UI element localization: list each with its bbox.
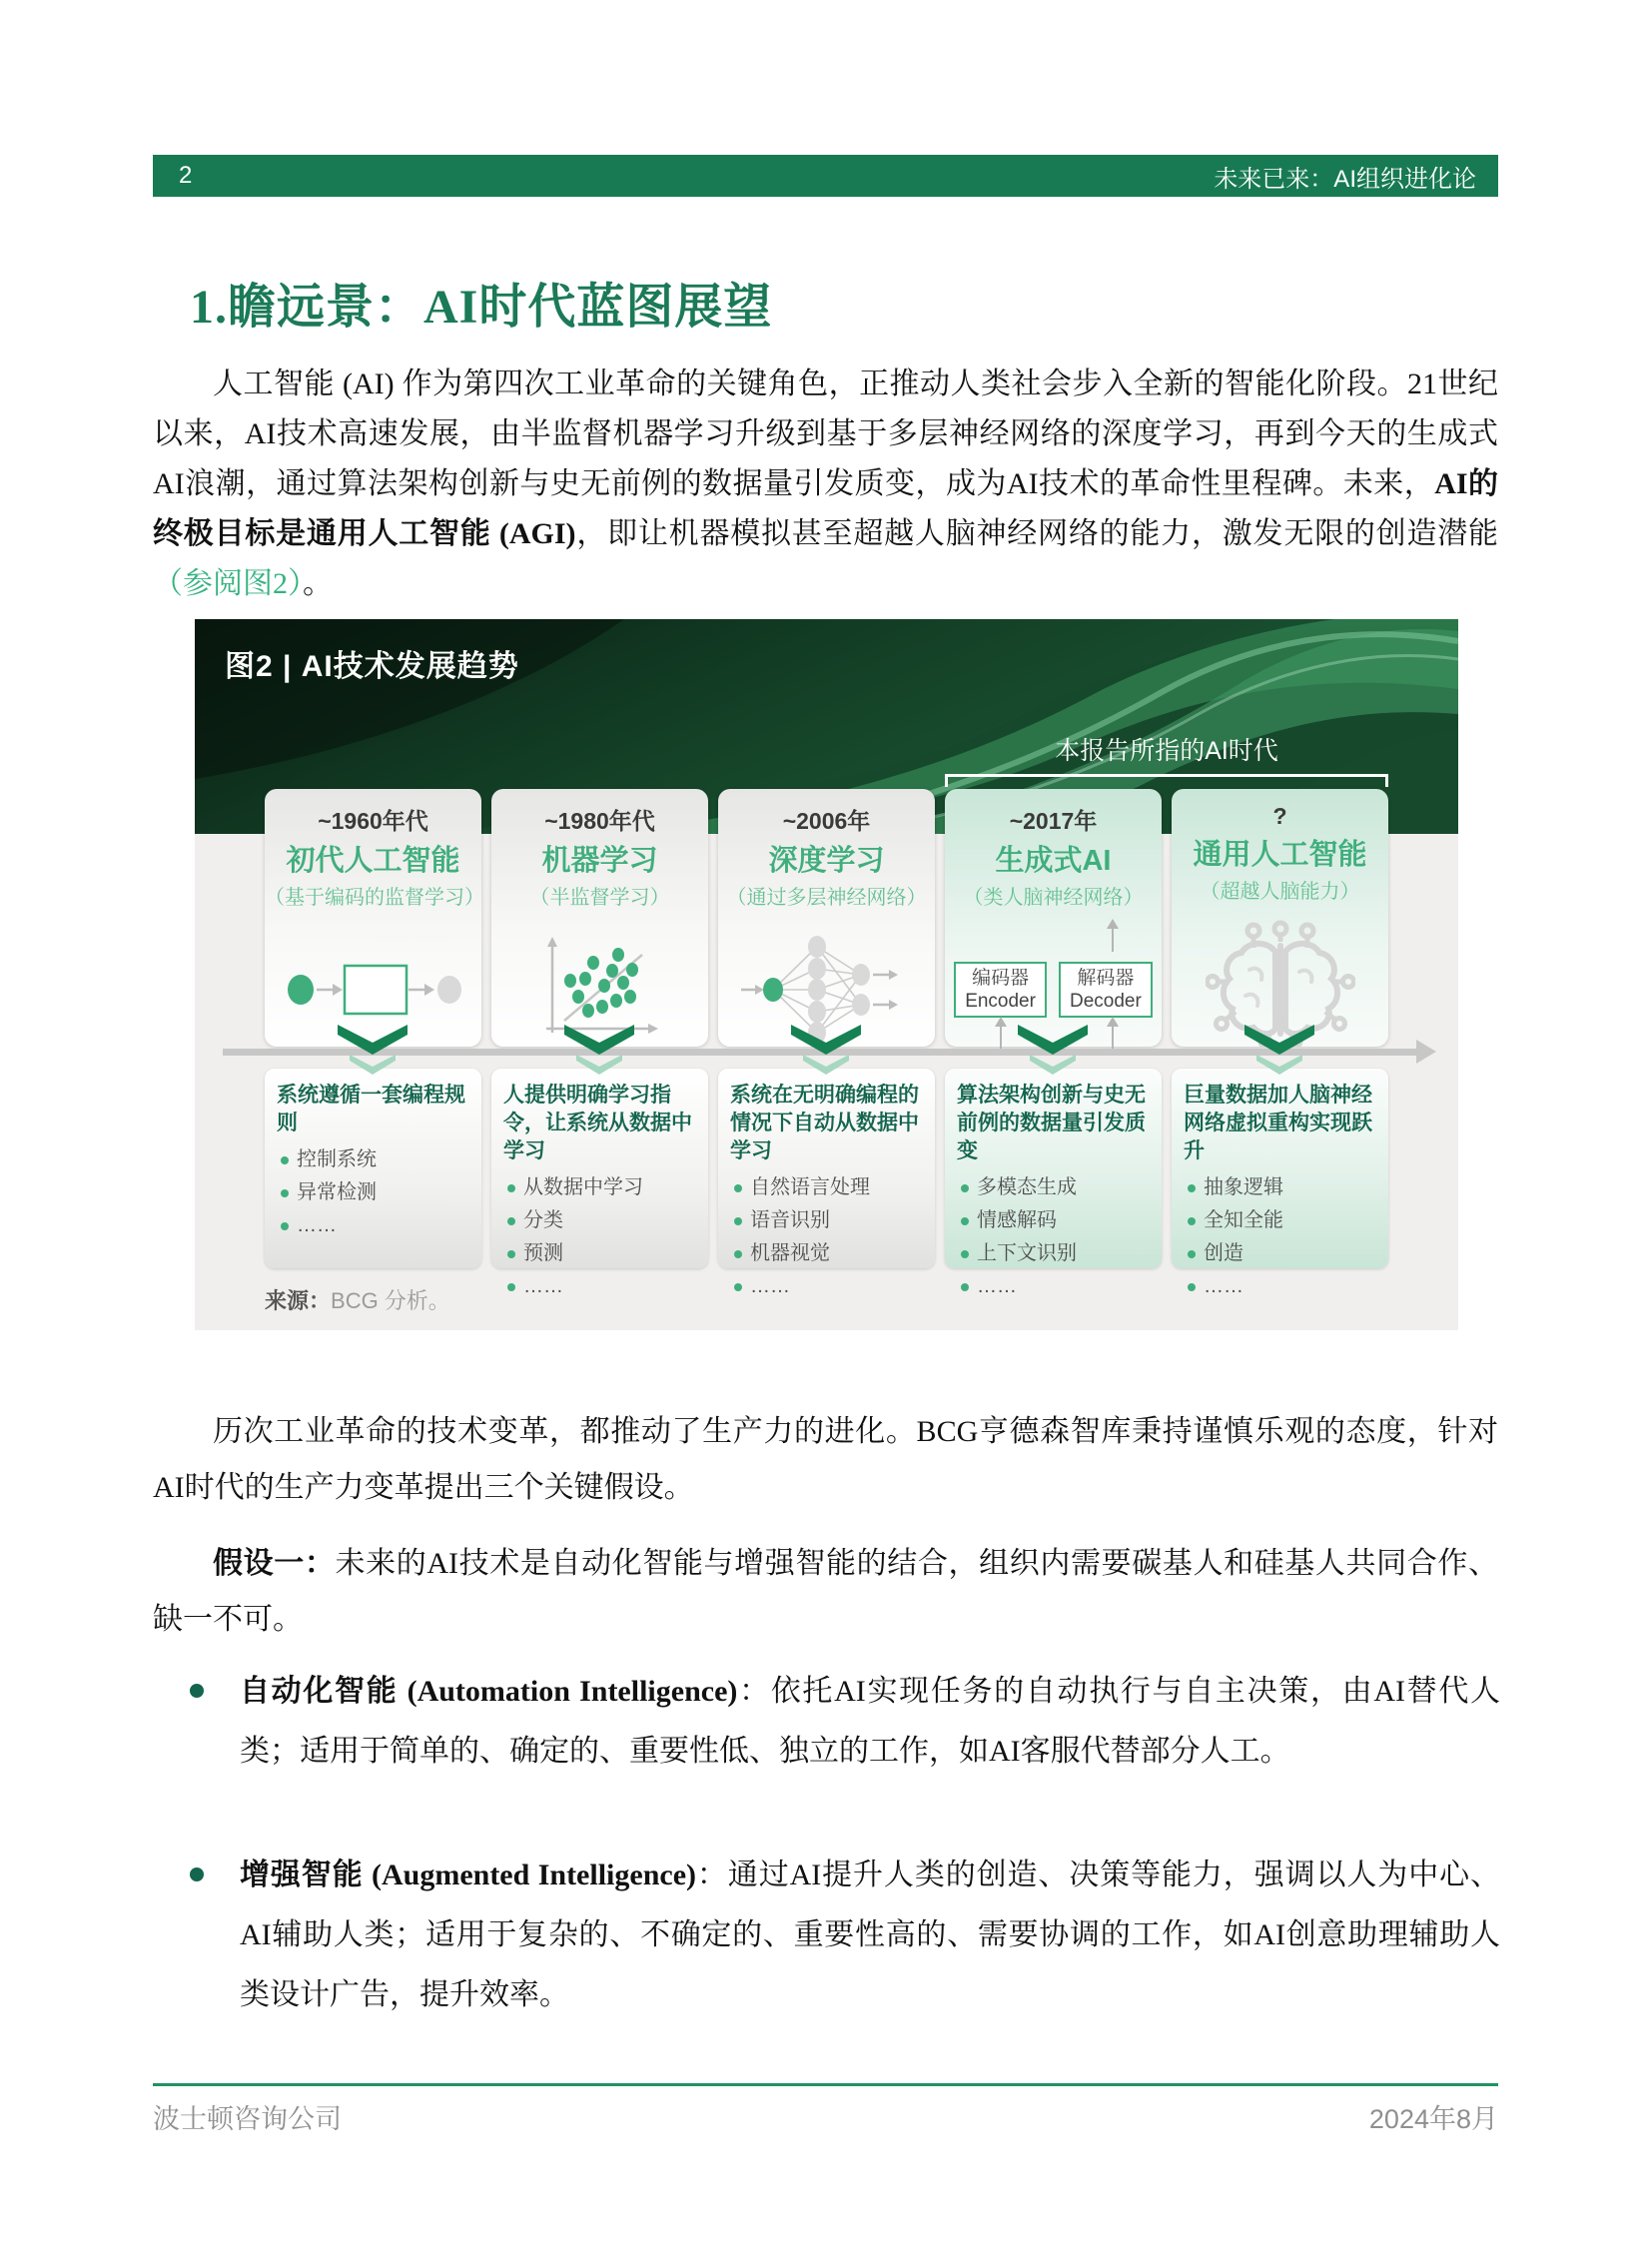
footer-company: 波士顿咨询公司 (153, 2104, 342, 2134)
header-title: 未来已来：AI组织进化论 (1214, 165, 1476, 193)
desc-list (730, 1171, 923, 1303)
augmented-intelligence-text: ：通过AI提升人类的创造、决策等能力，强调以人为中心、AI辅助人类；适用于复杂的、不确定的、重要性高的、需要协调的工作，如AI创意助理辅助人类设计广告，提升效率。 (240, 1859, 1500, 2011)
figure-title: 图2 | AI技术发展趋势 (225, 650, 519, 683)
year-label: ~1980年代 (544, 808, 655, 834)
desc-card-generative-ai (945, 1069, 1162, 1297)
desc-bullet: 抽象逻辑 (1184, 1171, 1376, 1204)
desc-card-machine-learning (491, 1069, 708, 1297)
desc-bullet: 全知全能 (1184, 1204, 1376, 1237)
description-cards-row (265, 1069, 1388, 1297)
tech-name: 通用人工智能 (1193, 839, 1367, 871)
intro-bold-text: AI的终极目标是通用人工智能 (AGI) (153, 467, 1499, 550)
desc-title: 算法架构创新与史无前例的数据量引发质变 (957, 1084, 1146, 1162)
footer-date: 2024年8月 (1368, 2104, 1498, 2134)
desc-bullet: 机器视觉 (730, 1237, 923, 1270)
desc-bullet: 多模态生成 (957, 1171, 1150, 1204)
desc-card-agi (1172, 1069, 1388, 1297)
tech-name: 深度学习 (768, 845, 885, 877)
list-item-augmented-intelligence (240, 1846, 1500, 2025)
desc-bullet: 创造 (1184, 1237, 1376, 1270)
desc-bullet: 控制系统 (277, 1143, 469, 1176)
figure-source (265, 1284, 450, 1315)
desc-bullet: 情感解码 (957, 1204, 1150, 1237)
desc-bullet: …… (1184, 1270, 1376, 1303)
source-text: BCG 分析。 (331, 1288, 450, 1313)
section-title: 1.瞻远景：AI时代蓝图展望 (190, 281, 773, 334)
bullet-dot-icon (190, 1868, 204, 1881)
desc-bullet: 从数据中学习 (503, 1171, 696, 1204)
tech-name: 初代人工智能 (286, 845, 460, 877)
desc-title: 系统在无明确编程的情况下自动从数据中学习 (730, 1084, 919, 1162)
desc-bullet: …… (503, 1270, 696, 1303)
desc-bullet: …… (277, 1209, 469, 1242)
tech-name: 生成式AI (995, 845, 1112, 877)
desc-bullet: 分类 (503, 1204, 696, 1237)
desc-card-deep-learning (718, 1069, 935, 1297)
desc-bullet: …… (730, 1270, 923, 1303)
desc-bullet: 预测 (503, 1237, 696, 1270)
column-card-machine-learning (491, 789, 708, 1047)
up-arrow-icon (1000, 1026, 1002, 1050)
year-label: ~2017年 (1009, 808, 1098, 834)
tech-name: 机器学习 (541, 845, 658, 877)
chevron-down-icon (338, 1023, 408, 1075)
hypothesis-one-text: 未来的AI技术是自动化智能与增强智能的结合，组织内需要碳基人和硅基人共同合作、缺一不可。 (153, 1547, 1499, 1636)
intro-period: 。 (303, 567, 333, 600)
bullet-dot-icon (190, 1684, 204, 1698)
column-card-early-ai (265, 789, 484, 1047)
tech-subtitle: （类人脑神经网络） (963, 887, 1144, 909)
automation-intelligence-term: 自动化智能 (Automation Intelligence) (240, 1675, 738, 1708)
augmented-intelligence-term: 增强智能 (Augmented Intelligence) (240, 1859, 696, 1891)
desc-bullet: 异常检测 (277, 1176, 469, 1209)
desc-card-early-ai (265, 1069, 481, 1268)
column-card-deep-learning (718, 789, 935, 1047)
desc-list (503, 1171, 696, 1303)
page-footer (153, 2097, 1498, 2136)
desc-title: 系统遵循一套编程规则 (277, 1084, 465, 1134)
hypothesis-one-label: 假设一： (213, 1547, 336, 1580)
paragraph-industrial-revolutions: 历次工业革命的技术变革，都推动了生产力的进化。BCG亨德森智库秉持谨慎乐观的态度，针对AI时代的生产力变革提出三个关键假设。 (153, 1415, 1498, 1504)
decoder-label-en: Decoder (1069, 991, 1142, 1012)
source-label: 来源： (265, 1288, 332, 1313)
intro-paragraph (153, 360, 1498, 609)
desc-bullet: 自然语言处理 (730, 1171, 923, 1204)
encoder-box (954, 962, 1047, 1018)
up-arrow-icon (1112, 928, 1114, 952)
footer-rule (153, 2083, 1498, 2086)
column-card-agi (1172, 789, 1388, 1047)
tech-subtitle: （超越人脑能力） (1200, 881, 1360, 903)
desc-list (1184, 1171, 1376, 1303)
year-label: ? (1272, 803, 1287, 829)
tech-subtitle: （基于编码的监督学习） (265, 887, 484, 909)
encoder-label-en: Encoder (965, 991, 1036, 1012)
chevron-down-icon (1244, 1023, 1314, 1075)
list-item-automation-intelligence (240, 1662, 1500, 1782)
desc-list (277, 1143, 469, 1242)
intro-text-2: ，即让机器模拟甚至超越人脑神经网络的能力，激发无限的创造潜能 (575, 517, 1499, 550)
desc-title: 人提供明确学习指令，让系统从数据中学习 (503, 1084, 692, 1162)
tech-subtitle: （半监督学习） (529, 887, 670, 909)
tech-subtitle: （通过多层神经网络） (726, 887, 927, 909)
timeline-cards-row (265, 789, 1388, 1047)
era-bracket (945, 774, 1388, 787)
ai-era-label: 本报告所指的AI时代 (1055, 737, 1278, 765)
desc-title: 巨量数据加人脑神经网络虚拟重构实现跃升 (1184, 1084, 1372, 1162)
desc-bullet: 语音识别 (730, 1204, 923, 1237)
decoder-label-cn: 解码器 (1077, 968, 1135, 989)
chevron-down-icon (1018, 1023, 1088, 1075)
chevron-down-icon (791, 1023, 861, 1075)
encoder-label-cn: 编码器 (972, 968, 1030, 989)
year-label: ~1960年代 (318, 808, 428, 834)
column-card-generative-ai (945, 789, 1162, 1047)
desc-bullet: …… (957, 1270, 1150, 1303)
intro-text: 人工智能 (AI) 作为第四次工业革命的关键角色，正推动人类社会步入全新的智能化阶段。21世纪以来，AI技术高速发展，由半监督机器学习升级到基于多层神经网络的深度学习，再到今天的生成式AI浪潮，通过算法架构创新与史无前例的数据量引发质变，成为AI技术的革命性里程碑。未来， (153, 368, 1498, 500)
up-arrow-icon (1112, 1026, 1114, 1050)
automation-intelligence-text: ：依托AI实现任务的自动执行与自主决策，由AI替代人类；适用于简单的、确定的、重要性低、独立的工作，如AI客服代替部分人工。 (240, 1675, 1501, 1768)
desc-bullet: 上下文识别 (957, 1237, 1150, 1270)
year-label: ~2006年 (782, 808, 871, 834)
desc-list (957, 1171, 1150, 1303)
page-number: 2 (179, 162, 193, 189)
figure2-reference-link[interactable]: （参阅图2） (153, 567, 303, 600)
chevron-down-icon (564, 1023, 634, 1075)
paragraph-hypothesis-one (153, 1536, 1498, 1648)
figure-2 (195, 619, 1458, 1330)
page-header-bar (153, 155, 1498, 197)
decoder-box (1059, 962, 1153, 1018)
